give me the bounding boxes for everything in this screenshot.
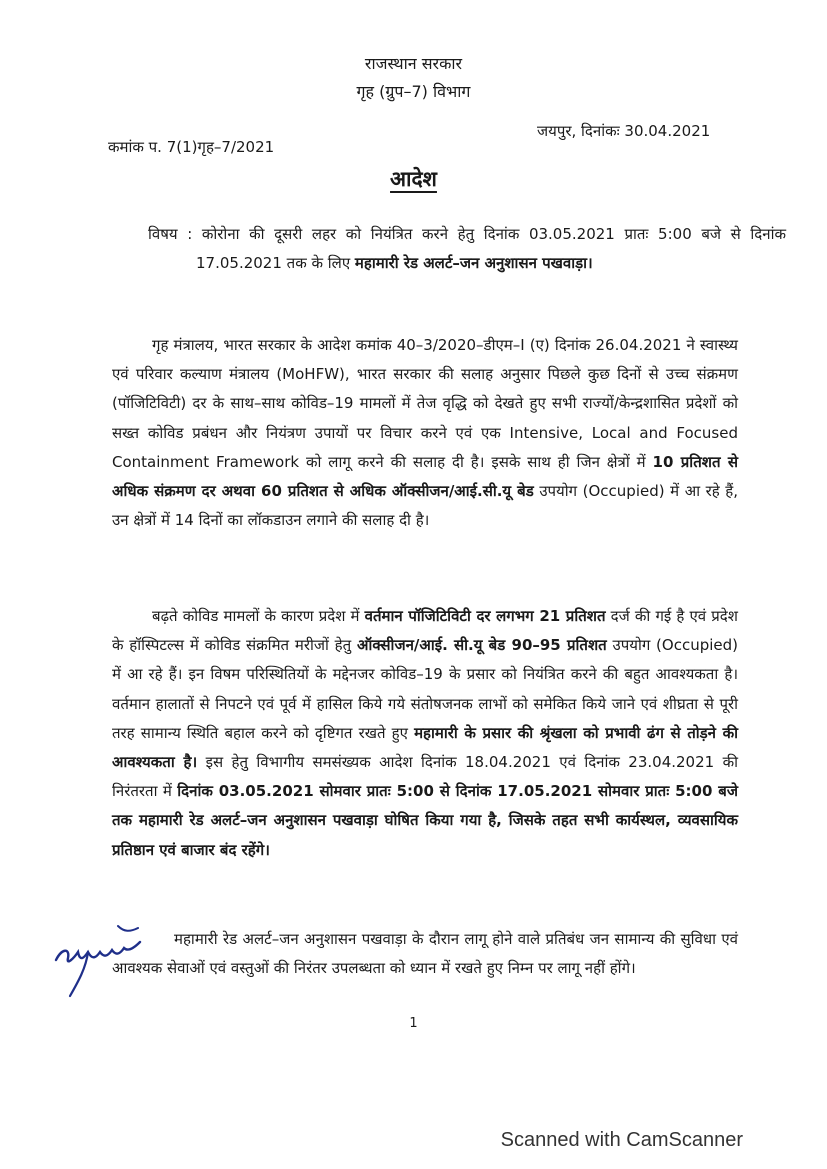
para2-bold-4: दिनांक 03.05.2021 सोमवार प्रातः 5:00 से दिनांक 17.05.2021 सोमवार प्रातः 5:00 बजे तक महामारी रेड अलर्ट–जन अनुशासन पखवाड़ा घोषित किया गया है, जिसके तहत सभी कार्यस्थल, व्यवसायिक प्रतिष्ठान एवं बाजार बंद रहेंगे।	[112, 782, 738, 859]
order-title	[0, 165, 827, 193]
place-date: जयपुर, दिनांकः 30.04.2021	[537, 122, 711, 140]
subject-block	[148, 220, 786, 278]
scanner-watermark: Scanned with CamScanner	[500, 1129, 743, 1151]
paragraph-3: महामारी रेड अलर्ट–जन अनुशासन पखवाड़ा के दौरान लागू होने वाले प्रतिबंध जन सामान्य की सुविधा एवं आवश्यक सेवाओं एवं वस्तुओं की निरंतर उपलब्धता को ध्यान में रखते हुए निम्न पर लागू नहीं होंगे।	[112, 930, 738, 978]
government-heading: राजस्थान सरकार	[364, 54, 463, 73]
para1-bold-1: 10 प्रतिशत से अधिक संक्रमण दर अथवा 60 प्रतिशत से अधिक ऑक्सीजन/आई.सी.यू बेड	[112, 452, 738, 501]
subject-text: कोरोना की दूसरी लहर को नियंत्रित करने हेतु दिनांक 03.05.2021 प्रातः 5:00 बजे से दिनांक 17.05.2021 तक के लिए	[196, 225, 786, 272]
para2-text-4: इस हेतु विभागीय समसंख्यक आदेश दिनांक 18.04.2021 एवं दिनांक 23.04.2021 की निरंतरता में	[112, 753, 738, 801]
para2-bold-2: ऑक्सीजन/आई. सी.यू बेड 90–95 प्रतिशत	[356, 636, 607, 655]
para1-text-1: गृह मंत्रालय, भारत सरकार के आदेश कमांक 40–3/2020–डीएम–I (ए) दिनांक 26.04.2021 ने स्वास्थ्य एवं परिवार कल्याण मंत्रालय (MoHFW), भारत सरकार की सलाह अनुसार पिछले कुछ दिनों से उच्च संक्रमण (पॉजिटिविटी) दर के साथ–साथ कोविड–19 मामलों में तेज वृद्धि को देखते हुए सभी राज्यों/केन्द्रशासित प्रदेशों को सख्त कोविड प्रबंधन और नियंत्रण उपायों पर विचार करने एवं एक Intensive, Local and Focused Containment Framework को लागू करने की सलाह दी है। इसके साथ ही जिन क्षेत्रों में	[112, 336, 738, 471]
reference-number: कमांक प. 7(1)गृह–7/2021	[108, 138, 275, 156]
para2-text-1: बढ़ते कोविड मामलों के कारण प्रदेश में	[152, 607, 365, 625]
order-title-text: आदेश	[390, 167, 437, 191]
department-heading: गृह (ग्रुप–7) विभाग	[356, 82, 471, 101]
subject-label: विषय :	[148, 225, 193, 243]
para2-text-3: उपयोग (Occupied) में आ रहे हैं। इन विषम परिस्थितियों के मद्देनजर कोविड–19 के प्रसार को नियंत्रित करने की बहुत आवश्यकता है। वर्तमान हालातों से निपटने एवं पूर्व में हासिल किये गये संतोषजनक लाभों को समेकित किये जाने एवं शीघ्रता से पूरी तरह सामान्य स्थिति बहाल करने को दृष्टिगत रखते हुए	[112, 636, 739, 742]
para2-text-2: दर्ज की गई है एवं प्रदेश के हॉस्पिटल्स में कोविड संक्रमित मरीजों हेतु	[112, 607, 738, 655]
para2-bold-1: वर्तमान पॉजिटिविटी दर लगभग 21 प्रतिशत	[364, 607, 606, 625]
page-number: 1	[409, 1016, 418, 1031]
handwritten-signature	[48, 918, 158, 1000]
paragraph-2	[112, 602, 738, 865]
para2-bold-3: महामारी के प्रसार की श्रृंखला को प्रभावी ढंग से तोड़ने की आवश्यकता है।	[112, 723, 738, 772]
para1-text-2: उपयोग (Occupied) में आ रहे हैं, उन क्षेत्रों में 14 दिनों का लॉकडाउन लगाने की सलाह दी है।	[112, 482, 739, 530]
subject-bold: महामारी रेड अलर्ट–जन अनुशासन पखवाड़ा।	[354, 254, 593, 272]
paragraph-1	[112, 331, 738, 535]
